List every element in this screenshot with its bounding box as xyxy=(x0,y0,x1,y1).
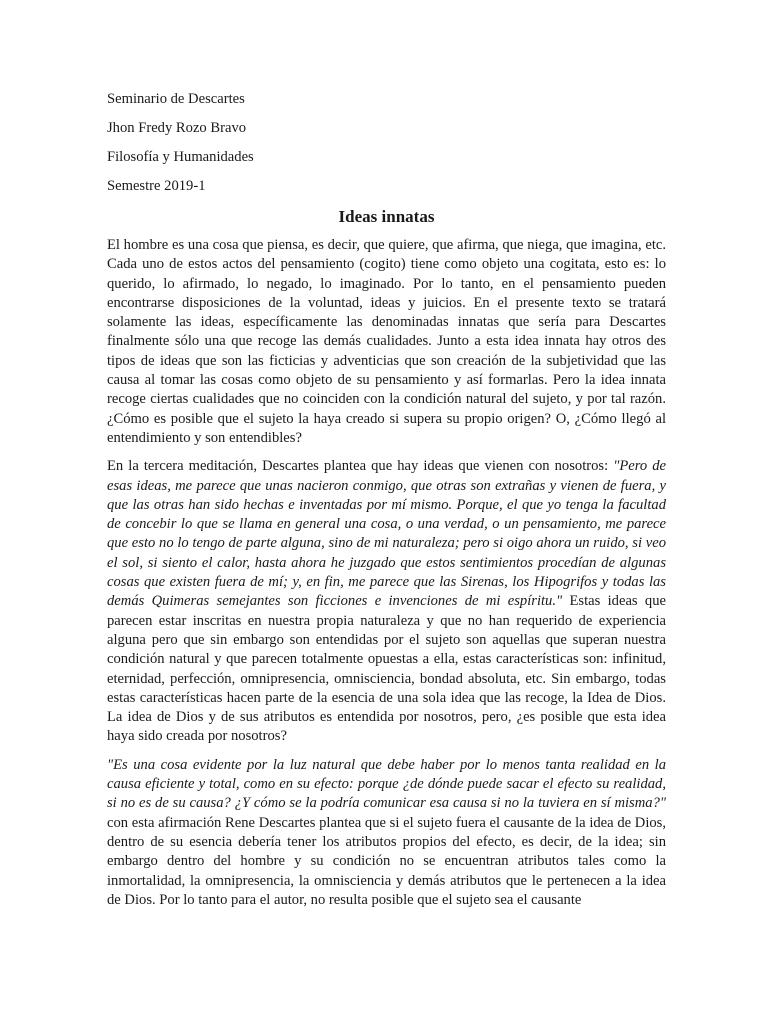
paragraph-2-body: Estas ideas que parecen estar inscritas en nuestra propia naturaleza y que no han requerido de experiencia alguna pero que sin embargo son entendidas por el sujeto son aquellas que superan nuestra condición natural y que parecen totalmente opuestas a ella, estas características son: infinitud, eternidad, perfección, omnipresencia, omnisciencia, bondad absoluta, etc. Sin embargo, todas estas características hacen parte de la esencia de una sola idea que las recoge, la Idea de Dios. La idea de Dios y de sus atributos es entendida por nosotros, pero, ¿es posible que esta idea haya sido creada por nosotros? xyxy=(107,593,667,745)
author-name: Jhon Fredy Rozo Bravo xyxy=(107,120,247,136)
paragraph-3-body: con esta afirmación Rene Descartes plantea que si el sujeto fuera el causante de la idea de Dios, dentro de su esencia debería tener los atributos propios del efecto, es decir, de la idea; sin embargo dentro del hombre y su condición no se encuentran atributos tales como la inmortalidad, la omnipresencia, la omnisciencia y demás atributos que le pertenecen a la idea de Dios. Por lo tanto para el autor, no resulta posible que el sujeto sea el causante xyxy=(107,814,666,908)
paragraph-3 xyxy=(107,756,666,910)
semester: Semestre 2019-1 xyxy=(107,178,206,194)
descartes-quote-2: "Es una cosa evidente por la luz natural que debe haber por lo menos tanta realidad en la causa eficiente y total, como en su efecto: porque ¿de dónde puede sacar el efecto su realidad, si no es de su causa? ¿Y cómo se la podría comunicar esa causa si no la tuviera en sí misma?" xyxy=(107,756,666,812)
paragraph-1: El hombre es una cosa que piensa, es decir, que quiere, que afirma, que niega, que imagina, etc. Cada uno de estos actos del pensamiento (cogito) tiene como objeto una cogitata, esto es: lo querido, lo afirmado, lo negado, lo imaginado. Por lo tanto, en el pensamiento pueden encontrarse disposiciones de la voluntad, ideas y juicios. En el presente texto se tratará solamente las ideas, específicamente las denominadas innatas que sería para Descartes finalmente sólo una que recoge las demás cualidades. Junto a esta idea innata hay otros des tipos de ideas que son las ficticias y adventicias que son creación de la subjetividad que las causa al tomar las cosas como objeto de su pensamiento y así formarlas. Pero la idea innata recoge ciertas cualidades que no coinciden con la condición natural del sujeto, y por tal razón. ¿Cómo es posible que el sujeto la haya creado si supera su propio origen? O, ¿Cómo llegó al entendimiento y son entendibles? xyxy=(107,237,666,446)
program-name: Filosofía y Humanidades xyxy=(107,149,254,165)
descartes-quote-1: "Pero de esas ideas, me parece que unas nacieron conmigo, que otras son extrañas y vienen de fuera, y que las otras han sido hechas e inventadas por mí mismo. Porque, el que yo tenga la facultad de concebir lo que se llama en general una cosa, o una verdad, o un pensamiento, me parece que esto no lo tengo de parte alguna, sino de mi naturaleza; pero si oigo ahora un ruido, si veo el sol, si siento el calor, hasta ahora he juzgado que estos sentimientos procedían de algunas cosas que existen fuera de mí; y, en fin, me parece que las Sirenas, los Hipogrifos y todas las demás Quimeras semejantes son ficciones e invenciones de mi espíritu." xyxy=(107,458,666,610)
course-name: Seminario de Descartes xyxy=(107,91,245,107)
document-title: Ideas innatas xyxy=(338,207,435,226)
paragraph-2 xyxy=(107,457,666,746)
paragraph-2-intro: En la tercera meditación, Descartes plantea que hay ideas que vienen con nosotros: xyxy=(107,458,614,475)
